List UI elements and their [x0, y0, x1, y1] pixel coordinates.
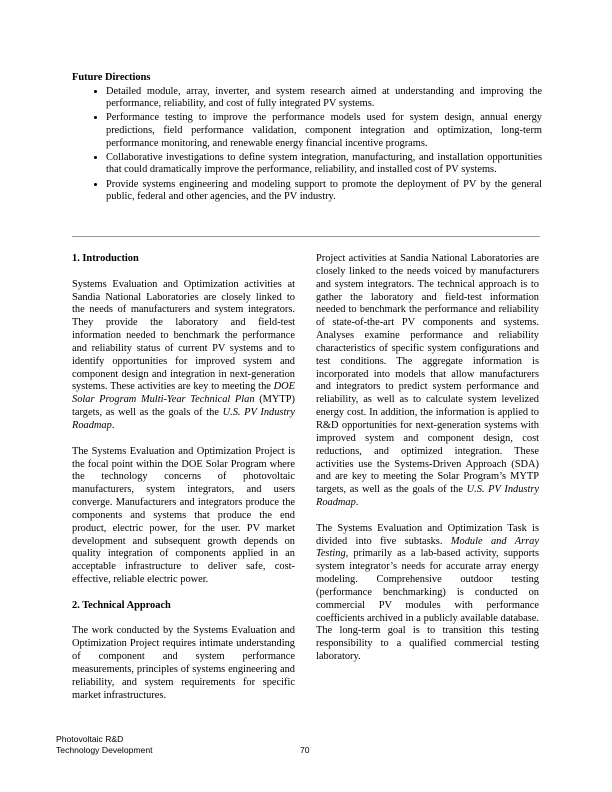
- footer-line-1: Photovoltaic R&D: [56, 734, 124, 744]
- page-number: 70: [300, 745, 310, 755]
- technical-approach-paragraph-1: The work conducted by the Systems Evaluation and Optimization Project requires intimate understanding of component and system performance measurements, principles of systems engineering and reliability, and system requirements for specific market infrastructures.: [72, 625, 295, 701]
- list-item: • Collaborative investigations to define system integration, manufacturing, and installation opportunities that could dramatically improve the performance, reliability, and installed cost of PV systems.: [106, 152, 542, 177]
- introduction-heading: 1. Introduction: [72, 253, 139, 264]
- future-directions-heading: Future Directions: [72, 72, 151, 83]
- technical-approach-paragraph-3: [316, 523, 539, 664]
- future-directions-section: [72, 72, 542, 205]
- text-run: Systems Evaluation and Optimization activities at Sandia National Laboratories are closely linked to the needs of manufacturers and system integrators. They provide the laboratory and field-test information needed to benchmark the performance and reliability status of current PV systems and to identify opportunities for improved system and component design and integration in next-generation systems. These activities are key to meeting the: [72, 278, 295, 393]
- left-column: [72, 253, 295, 715]
- text-run: Project activities at Sandia National Laboratories are closely linked to the needs voiced by manufacturers and system integrators. The technical approach is to gather the laboratory and field-test information needed to benchmark the performance and reliability of state-of-the-art PV components and systems. Analyses examine performance and reliability characteristics of specific system configurations and test conditions. The aggregate information is incorporated into models that allow manufacturers and integrators to predict system performance and reliability, as well as to calculate system levelized energy cost. In addition, the information is applied to R&D opportunities for next-generation systems with improved system and component design, cost reductions, and optimized integration. These activities use the Systems-Driven Approach (SDA) and are key to meeting the Solar Program’s MYTP targets, as well as the goals of the: [316, 253, 539, 496]
- introduction-paragraph-1: [72, 279, 295, 433]
- right-column: [316, 253, 539, 677]
- page-footer: [56, 734, 153, 755]
- text-run: The Systems Evaluation and Optimization Task is divided into five subtasks.: [316, 522, 539, 547]
- introduction-paragraph-2: The Systems Evaluation and Optimization Project is the focal point within the DOE Solar Program where the technology concerns of photovoltaic manufacturers, system integrators, and users converge. Manufacturers and integrators produce the components and systems that produce the end product, electric power, for the user. PV market development and subsequent growth depends on quality integration of components applied in an acceptable infrastructure to deliver safe, cost-effective, reliable electric power.: [72, 445, 295, 586]
- text-run: .: [355, 497, 359, 509]
- future-directions-list: [72, 86, 542, 204]
- technical-approach-paragraph-2: [316, 253, 539, 510]
- italic-title: DOE Solar Program Multi-Year Technical Plan: [72, 381, 295, 406]
- footer-line-2: Technology Development: [56, 744, 153, 755]
- list-item: • Provide systems engineering and modeling support to promote the deployment of PV by the general public, federal and other agencies, and the PV industry.: [106, 179, 542, 204]
- text-run: (MYTP) targets, as well as the goals of the: [72, 394, 296, 419]
- italic-title: U.S. PV Industry Roadmap: [316, 484, 539, 509]
- italic-subtask-name: Module and Array Testing,: [316, 535, 539, 560]
- technical-approach-heading: 2. Technical Approach: [72, 599, 171, 611]
- section-divider: [72, 236, 540, 237]
- list-item: • Performance testing to improve the performance models used for system design, annual energy predictions, field performance validation, component integration and optimization, long-term performance monitoring, and renewable energy financial incentive programs.: [106, 112, 542, 150]
- text-run: .: [111, 419, 115, 431]
- text-run: primarily as a lab-based activity, supports system integrator’s needs for accurate array energy modeling. Comprehensive outdoor testing (performance benchmarking) is conducted on commercial PV modules with performance coefficients archived in a publicly available database. The long-term goal is to transition this testing responsibility to a qualified commercial testing laboratory.: [316, 548, 539, 663]
- list-item: • Detailed module, array, inverter, and system research aimed at understanding and improving the performance, reliability, and cost of fully integrated PV systems.: [106, 86, 542, 111]
- italic-title: U.S. PV Industry Roadmap: [72, 407, 295, 431]
